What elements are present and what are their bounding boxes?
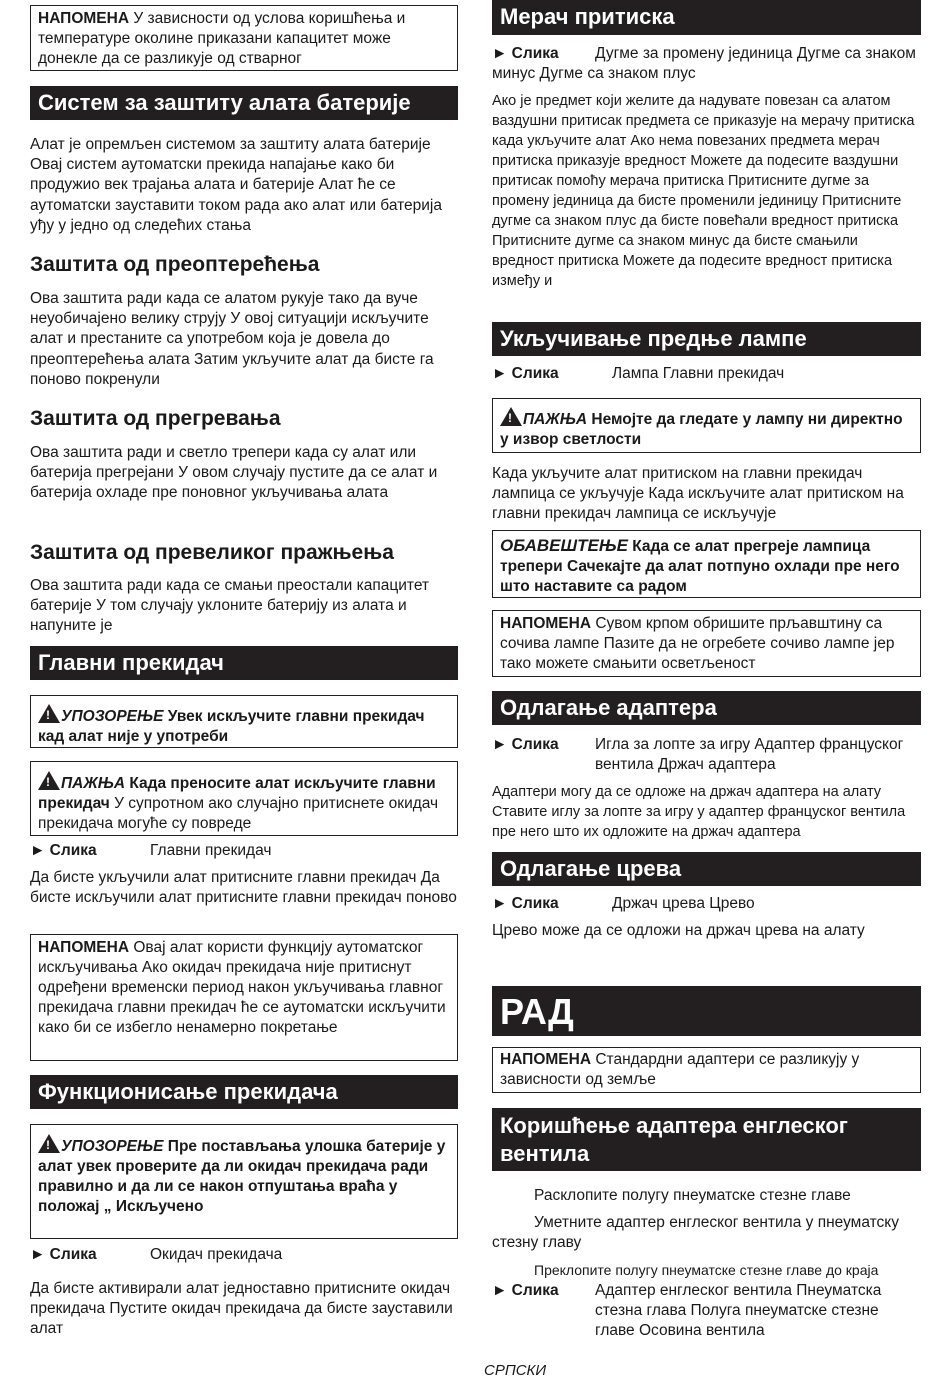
figure-reference [492, 364, 921, 384]
section-heading-battery-protection: Систем за заштиту алата батерије [30, 86, 458, 120]
caution-box [492, 398, 921, 453]
note-label: НАПОМЕНА [500, 615, 592, 632]
caution-text: У супротном ако случајно притиснете окидач прекидача могуће су повреде [38, 795, 439, 832]
notice-label: ОБАВЕШТЕЊЕ [500, 536, 628, 555]
section-heading-front-lamp: Укључивање предње лампе [492, 322, 921, 356]
figure-items: Адаптер енглеског вентила Пнеуматска стезна глава Полуга пнеуматске стезне главе Осовина вентила [595, 1282, 882, 1339]
section-heading-main-switch: Главни прекидач [30, 646, 458, 680]
subheading-overdischarge: Заштита од превеликог пражњења [30, 541, 394, 564]
note-box [492, 610, 921, 677]
section-heading-hose-storage: Одлагање црева [492, 852, 921, 886]
figure-reference [30, 841, 458, 861]
section-heading-english-valve: Коришћење адаптера енглеског вентила [492, 1108, 921, 1171]
caution-box [30, 761, 458, 836]
figure-items: Дугме за промену јединица Дугме са знаком минус Дугме са знаком плус [492, 45, 916, 82]
caution-label: ПАЖЊА [523, 411, 588, 428]
caution-label: ПАЖЊА [61, 775, 126, 792]
note-text: Сувом крпом обришите прљавштину са сочива лампе Пазите да не огребете сочиво лампе јер тако можете смањити осветљеност [500, 615, 895, 672]
warning-box [30, 1124, 458, 1239]
section-heading-pressure-gauge: Мерач притиска [492, 0, 921, 35]
note-label: НАПОМЕНА [38, 10, 130, 27]
notice-text: Када се алат прегреје лампица трепери Сачекајте да алат потпуно охлади пре него што наставите са радом [500, 538, 900, 595]
warning-icon [500, 407, 522, 426]
paragraph-main-switch: Да бисте укључили алат притисните главни прекидач Да бисте искључили алат притисните главни прекидач поново [30, 869, 457, 907]
figure-reference [492, 735, 921, 775]
paragraph-pressure-gauge: Ако је предмет који желите да надувате повезан са алатом ваздушни притисак предмета се приказује на мерачу притиска када укључите алат Ако нема повезаних предмета мерач притиска приказује вредност Можете да подесите ваздушни притисак помоћу мерача притиска Притисните дугме за промену јединица да бисте променили јединицу Притисните дугме са знаком плус да бисте повећали вредност притиска Притисните дугме са знаком минус да бисте смањили вредност притиска Можете да подесите вредност притиска између и [492, 93, 915, 289]
note-label: НАПОМЕНА [500, 1051, 592, 1068]
figure-items: Главни прекидач [150, 842, 272, 859]
figure-items: Лампа Главни прекидач [612, 365, 785, 382]
warning-icon [38, 771, 60, 790]
paragraph-overheat: Ова заштита ради и светло трепери када су алат или батерија прегрејани У овом случају пустите да се алат и батерија охладе пре поновног укључивања алата [30, 444, 438, 502]
figure-label: ► Слика [30, 842, 97, 859]
figure-items: Држач црева Црево [612, 895, 755, 912]
figure-items: Игла за лопте за игру Адаптер француског вентила Држач адаптера [595, 736, 904, 773]
caution-text-bold: Када преносите алат искључите главни прекидач [38, 775, 436, 812]
note-box [30, 934, 458, 1061]
notice-box [492, 530, 921, 598]
note-box [30, 5, 458, 71]
warning-label: УПОЗОРЕЊЕ [61, 708, 164, 725]
figure-label: ► Слика [492, 365, 559, 382]
figure-label: ► Слика [492, 1282, 559, 1299]
section-heading-adapter-storage: Одлагање адаптера [492, 691, 921, 725]
section-heading-switch-action: Функционисање прекидача [30, 1075, 458, 1109]
figure-items: Окидач прекидача [150, 1246, 283, 1263]
paragraph-overload: Ова заштита ради када се алатом рукује тако да вуче неуобичајено велику струју У овој ситуацији искључите алат и престаните са употребом која је довела до преоптерећења алата Затим укључите алат да бисте га поново покренули [30, 290, 434, 388]
warning-label: УПОЗОРЕЊЕ [61, 1138, 164, 1155]
warning-box [30, 695, 458, 748]
note-label: НАПОМЕНА [38, 939, 130, 956]
warning-text: Пре постављања улошка батерије у алат увек проверите да ли окидач прекидача ради правилно и да ли се након отпуштања враћа у положај „ Искључено [38, 1138, 446, 1215]
figure-label: ► Слика [492, 45, 559, 62]
subheading-overload: Заштита од преоптерећења [30, 253, 320, 276]
figure-reference [492, 894, 921, 914]
note-text: Стандардни адаптери се разликују у зависности од земље [500, 1051, 860, 1088]
step-1: Расклопите полугу пнеуматске стезне главе [534, 1187, 851, 1204]
warning-icon [38, 704, 60, 723]
figure-reference [30, 1245, 458, 1265]
paragraph-switch-action: Да бисте активирали алат једноставно притисните окидач прекидача Пустите окидач прекидача да бисте зауставили алат [30, 1280, 453, 1338]
paragraph-overdischarge: Ова заштита ради када се смањи преостали капацитет батерије У том случају уклоните батерију из алата и напуните је [30, 577, 430, 635]
section-heading-operation: РАД [492, 986, 921, 1036]
step-2: Уметните адаптер енглеског вентила у пнеуматску стезну главу [492, 1214, 899, 1252]
subheading-overheat: Заштита од прегревања [30, 407, 281, 430]
step-3: Преклопите полугу пнеуматске стезне главе до краја [534, 1262, 879, 1278]
figure-reference [492, 1281, 921, 1341]
figure-label: ► Слика [492, 736, 559, 753]
note-text: Овај алат користи функцију аутоматског искључивања Ако окидач прекидача није притиснут одређени временски период након укључивања главног прекидача главни прекидач ће се аутоматски искључити како би се избегло ненамерно покретање [38, 939, 446, 1036]
caution-text: Немојте да гледате у лампу ни директно у извор светлости [500, 411, 903, 448]
warning-icon [38, 1134, 60, 1153]
figure-label: ► Слика [492, 895, 559, 912]
paragraph-hose-storage: Црево може да се одложи на држач црева на алату [492, 922, 865, 939]
note-box [492, 1047, 921, 1093]
paragraph-front-lamp: Када укључите алат притиском на главни прекидач лампица се укључује Када искључите алат притиском на главни прекидач лампица се искључује [492, 465, 904, 523]
warning-text: Увек искључите главни прекидач кад алат није у употреби [38, 708, 425, 745]
figure-reference [492, 44, 921, 84]
note-text: У зависности од услова коришћења и температуре околине приказани капацитет може донекле да се разликује од стварног [38, 10, 406, 67]
page-footer-language: СРПСКИ [484, 1362, 547, 1379]
figure-label: ► Слика [30, 1246, 97, 1263]
paragraph-battery-protection: Алат је опремљен системом за заштиту алата батерије Овај систем аутоматски прекида напајање како би продужио век трајања алата и батерије Алат ће се аутоматски зауставити током рада ако алат или батерија уђу у једно од следећих стања [30, 136, 442, 234]
paragraph-adapter-storage: Адаптери могу да се одложе на држач адаптера на алату Ставите иглу за лопте за игру у адаптер француског вентила пре него што их одложите на држач адаптера [492, 784, 906, 840]
